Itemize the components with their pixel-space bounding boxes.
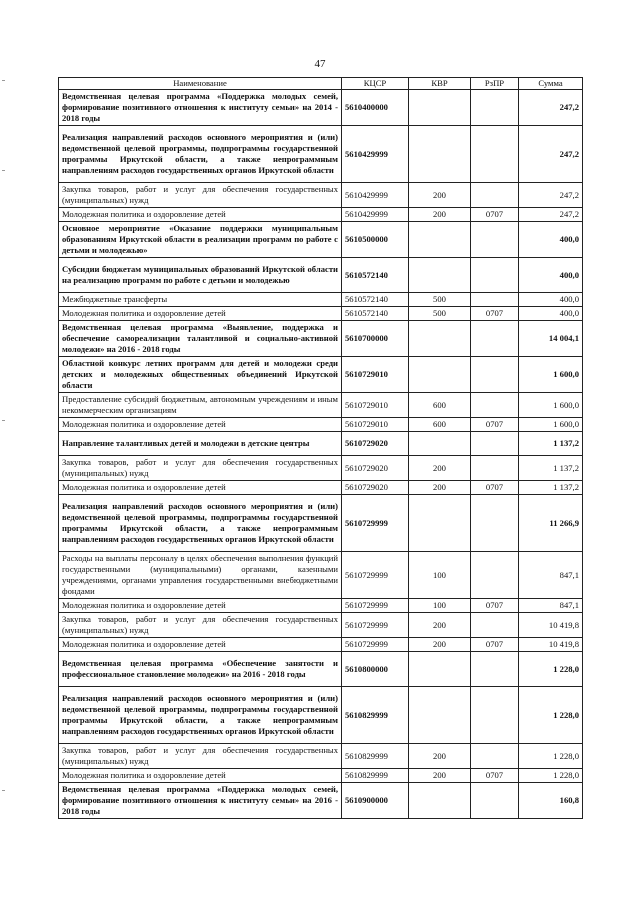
- row-sum-cell: 1 137,2: [519, 481, 583, 495]
- row-name-cell: Молодежная политика и оздоровление детей: [59, 769, 342, 783]
- row-name-cell: Реализация направлений расходов основного мероприятия и (или) ведомственной целевой программы, подпрограммы государственной программы Иркутской области, а также непрограммным направлениям расходов государственных органов Иркутской области: [59, 495, 342, 552]
- row-sum-cell: 1 228,0: [519, 687, 583, 744]
- header-kvr: КВР: [409, 78, 471, 90]
- row-sum-cell: 847,1: [519, 552, 583, 599]
- table-row: [59, 613, 583, 638]
- row-sum-cell: 1 228,0: [519, 769, 583, 783]
- table-row: [59, 783, 583, 819]
- row-sum-cell: 160,8: [519, 783, 583, 819]
- row-kcsr-cell: 5610572140: [342, 293, 409, 307]
- row-rzpr-cell: [471, 613, 519, 638]
- row-sum-cell: 400,0: [519, 307, 583, 321]
- row-kvr-cell: [409, 258, 471, 293]
- row-name-cell: Молодежная политика и оздоровление детей: [59, 307, 342, 321]
- row-rzpr-cell: 0707: [471, 208, 519, 222]
- table-row: [59, 357, 583, 393]
- row-rzpr-cell: [471, 495, 519, 552]
- budget-table: [58, 77, 583, 819]
- row-kcsr-cell: 5610700000: [342, 321, 409, 357]
- row-sum-cell: 400,0: [519, 293, 583, 307]
- table-row: [59, 495, 583, 552]
- row-rzpr-cell: [471, 90, 519, 126]
- table-row: [59, 393, 583, 418]
- row-kcsr-cell: 5610729999: [342, 613, 409, 638]
- row-sum-cell: 1 137,2: [519, 456, 583, 481]
- row-sum-cell: 247,2: [519, 183, 583, 208]
- row-name-cell: Реализация направлений расходов основного мероприятия и (или) ведомственной целевой программы, подпрограммы государственной программы Иркутской области, а также непрограммным направлениям расходов государственных органов Иркутской области: [59, 126, 342, 183]
- table-row: [59, 432, 583, 456]
- row-kvr-cell: [409, 126, 471, 183]
- row-sum-cell: 847,1: [519, 599, 583, 613]
- table-row: [59, 599, 583, 613]
- row-kcsr-cell: 5610729010: [342, 357, 409, 393]
- row-rzpr-cell: [471, 652, 519, 687]
- row-name-cell: Закупка товаров, работ и услуг для обеспечения государственных (муниципальных) нужд: [59, 613, 342, 638]
- row-kvr-cell: [409, 495, 471, 552]
- row-kcsr-cell: 5610572140: [342, 307, 409, 321]
- row-kcsr-cell: 5610729999: [342, 552, 409, 599]
- row-sum-cell: 247,2: [519, 208, 583, 222]
- row-kcsr-cell: 5610500000: [342, 222, 409, 258]
- row-kvr-cell: 200: [409, 456, 471, 481]
- page-number: 47: [314, 58, 326, 70]
- row-kcsr-cell: 5610900000: [342, 783, 409, 819]
- row-kvr-cell: [409, 222, 471, 258]
- row-kvr-cell: 600: [409, 393, 471, 418]
- row-rzpr-cell: [471, 744, 519, 769]
- row-kcsr-cell: 5610729010: [342, 418, 409, 432]
- table-row: [59, 90, 583, 126]
- row-rzpr-cell: 0707: [471, 418, 519, 432]
- row-name-cell: Предоставление субсидий бюджетным, автономным учреждениям и иным некоммерческим организациям: [59, 393, 342, 418]
- row-kvr-cell: 200: [409, 481, 471, 495]
- table-row: [59, 321, 583, 357]
- row-kvr-cell: 500: [409, 307, 471, 321]
- row-rzpr-cell: [471, 258, 519, 293]
- row-name-cell: Реализация направлений расходов основного мероприятия и (или) ведомственной целевой программы, подпрограммы государственной программы Иркутской области, а также непрограммным направлениям расходов государственных органов Иркутской области: [59, 687, 342, 744]
- row-name-cell: Ведомственная целевая программа «Обеспечение занятости и профессиональное становление молодежи» на 2016 - 2018 годы: [59, 652, 342, 687]
- table-row: [59, 126, 583, 183]
- row-rzpr-cell: [471, 183, 519, 208]
- row-kcsr-cell: 5610829999: [342, 687, 409, 744]
- header-sum: Сумма: [519, 78, 583, 90]
- row-sum-cell: 400,0: [519, 222, 583, 258]
- table-row: [59, 222, 583, 258]
- row-rzpr-cell: [471, 783, 519, 819]
- row-sum-cell: 247,2: [519, 126, 583, 183]
- row-kvr-cell: 200: [409, 183, 471, 208]
- table-body: [59, 90, 583, 819]
- table-row: [59, 769, 583, 783]
- row-name-cell: Закупка товаров, работ и услуг для обеспечения государственных (муниципальных) нужд: [59, 456, 342, 481]
- row-rzpr-cell: 0707: [471, 769, 519, 783]
- row-name-cell: Закупка товаров, работ и услуг для обеспечения государственных (муниципальных) нужд: [59, 744, 342, 769]
- row-name-cell: Областной конкурс летних программ для детей и молодежи среди детских и молодежных общественных объединений Иркутской области: [59, 357, 342, 393]
- row-sum-cell: 1 600,0: [519, 357, 583, 393]
- row-rzpr-cell: 0707: [471, 599, 519, 613]
- row-rzpr-cell: [471, 222, 519, 258]
- row-kvr-cell: [409, 652, 471, 687]
- row-name-cell: Ведомственная целевая программа «Поддержка молодых семей, формирование позитивного отношения к институту семьи» на 2014 - 2018 годы: [59, 90, 342, 126]
- row-kvr-cell: [409, 432, 471, 456]
- row-kcsr-cell: 5610729999: [342, 495, 409, 552]
- row-rzpr-cell: [471, 126, 519, 183]
- row-name-cell: Молодежная политика и оздоровление детей: [59, 418, 342, 432]
- row-kcsr-cell: 5610429999: [342, 208, 409, 222]
- row-sum-cell: 247,2: [519, 90, 583, 126]
- row-rzpr-cell: 0707: [471, 638, 519, 652]
- row-kvr-cell: [409, 90, 471, 126]
- row-kcsr-cell: 5610829999: [342, 769, 409, 783]
- row-name-cell: Молодежная политика и оздоровление детей: [59, 481, 342, 495]
- row-name-cell: Ведомственная целевая программа «Выявление, поддержка и обеспечение самореализации талантливой и социально-активной молодежи» на 2016 - 2018 годы: [59, 321, 342, 357]
- row-name-cell: Субсидии бюджетам муниципальных образований Иркутской области на реализацию программ по работе с детьми и молодежью: [59, 258, 342, 293]
- row-rzpr-cell: [471, 432, 519, 456]
- row-rzpr-cell: [471, 456, 519, 481]
- table-row: [59, 687, 583, 744]
- table-row: [59, 552, 583, 599]
- row-kcsr-cell: 5610729020: [342, 432, 409, 456]
- row-rzpr-cell: [471, 321, 519, 357]
- row-name-cell: Закупка товаров, работ и услуг для обеспечения государственных (муниципальных) нужд: [59, 183, 342, 208]
- row-kcsr-cell: 5610729010: [342, 393, 409, 418]
- row-kvr-cell: [409, 687, 471, 744]
- table-row: [59, 652, 583, 687]
- row-sum-cell: 1 228,0: [519, 652, 583, 687]
- header-rzpr: РзПР: [471, 78, 519, 90]
- row-sum-cell: 1 600,0: [519, 393, 583, 418]
- table-row: [59, 481, 583, 495]
- row-rzpr-cell: [471, 552, 519, 599]
- row-sum-cell: 11 266,9: [519, 495, 583, 552]
- row-sum-cell: 1 600,0: [519, 418, 583, 432]
- header-name: Наименование: [59, 78, 342, 90]
- row-rzpr-cell: 0707: [471, 307, 519, 321]
- row-kcsr-cell: 5610572140: [342, 258, 409, 293]
- row-name-cell: Расходы на выплаты персоналу в целях обеспечения выполнения функций государственными (муниципальными) органами, казенными учреждениями, органами управления государственными внебюджетными фондами: [59, 552, 342, 599]
- row-kvr-cell: 200: [409, 769, 471, 783]
- row-kvr-cell: 100: [409, 552, 471, 599]
- row-sum-cell: 14 004,1: [519, 321, 583, 357]
- row-sum-cell: 10 419,8: [519, 613, 583, 638]
- table-row: [59, 208, 583, 222]
- row-rzpr-cell: [471, 393, 519, 418]
- row-name-cell: Молодежная политика и оздоровление детей: [59, 208, 342, 222]
- row-name-cell: Основное мероприятие «Оказание поддержки муниципальным образованиям Иркутской области в реализации программ по работе с детьми и молодежью»: [59, 222, 342, 258]
- row-kvr-cell: 200: [409, 613, 471, 638]
- row-kcsr-cell: 5610800000: [342, 652, 409, 687]
- row-kcsr-cell: 5610429999: [342, 126, 409, 183]
- row-rzpr-cell: 0707: [471, 481, 519, 495]
- row-kcsr-cell: 5610729999: [342, 638, 409, 652]
- table-row: [59, 418, 583, 432]
- table-row: [59, 456, 583, 481]
- row-sum-cell: 400,0: [519, 258, 583, 293]
- row-kcsr-cell: 5610400000: [342, 90, 409, 126]
- row-name-cell: Ведомственная целевая программа «Поддержка молодых семей, формирование позитивного отношения к институту семьи» на 2016 - 2018 годы: [59, 783, 342, 819]
- table-row: [59, 744, 583, 769]
- row-kcsr-cell: 5610729999: [342, 599, 409, 613]
- table-row: [59, 183, 583, 208]
- table-row: [59, 307, 583, 321]
- row-kcsr-cell: 5610429999: [342, 183, 409, 208]
- row-kvr-cell: [409, 321, 471, 357]
- row-kvr-cell: 500: [409, 293, 471, 307]
- row-name-cell: Направление талантливых детей и молодежи в детские центры: [59, 432, 342, 456]
- table-row: [59, 293, 583, 307]
- row-kvr-cell: 200: [409, 638, 471, 652]
- row-name-cell: Молодежная политика и оздоровление детей: [59, 599, 342, 613]
- table-row: [59, 638, 583, 652]
- row-kvr-cell: [409, 357, 471, 393]
- row-kcsr-cell: 5610829999: [342, 744, 409, 769]
- row-sum-cell: 1 137,2: [519, 432, 583, 456]
- row-sum-cell: 10 419,8: [519, 638, 583, 652]
- row-kvr-cell: 600: [409, 418, 471, 432]
- row-name-cell: Межбюджетные трансферты: [59, 293, 342, 307]
- row-rzpr-cell: [471, 357, 519, 393]
- row-rzpr-cell: [471, 687, 519, 744]
- row-kvr-cell: [409, 783, 471, 819]
- row-kvr-cell: 100: [409, 599, 471, 613]
- row-sum-cell: 1 228,0: [519, 744, 583, 769]
- header-kcsr: КЦСР: [342, 78, 409, 90]
- table-row: [59, 258, 583, 293]
- row-kcsr-cell: 5610729020: [342, 481, 409, 495]
- table-header-row: [59, 78, 583, 90]
- row-rzpr-cell: [471, 293, 519, 307]
- row-kvr-cell: 200: [409, 744, 471, 769]
- row-kvr-cell: 200: [409, 208, 471, 222]
- row-kcsr-cell: 5610729020: [342, 456, 409, 481]
- row-name-cell: Молодежная политика и оздоровление детей: [59, 638, 342, 652]
